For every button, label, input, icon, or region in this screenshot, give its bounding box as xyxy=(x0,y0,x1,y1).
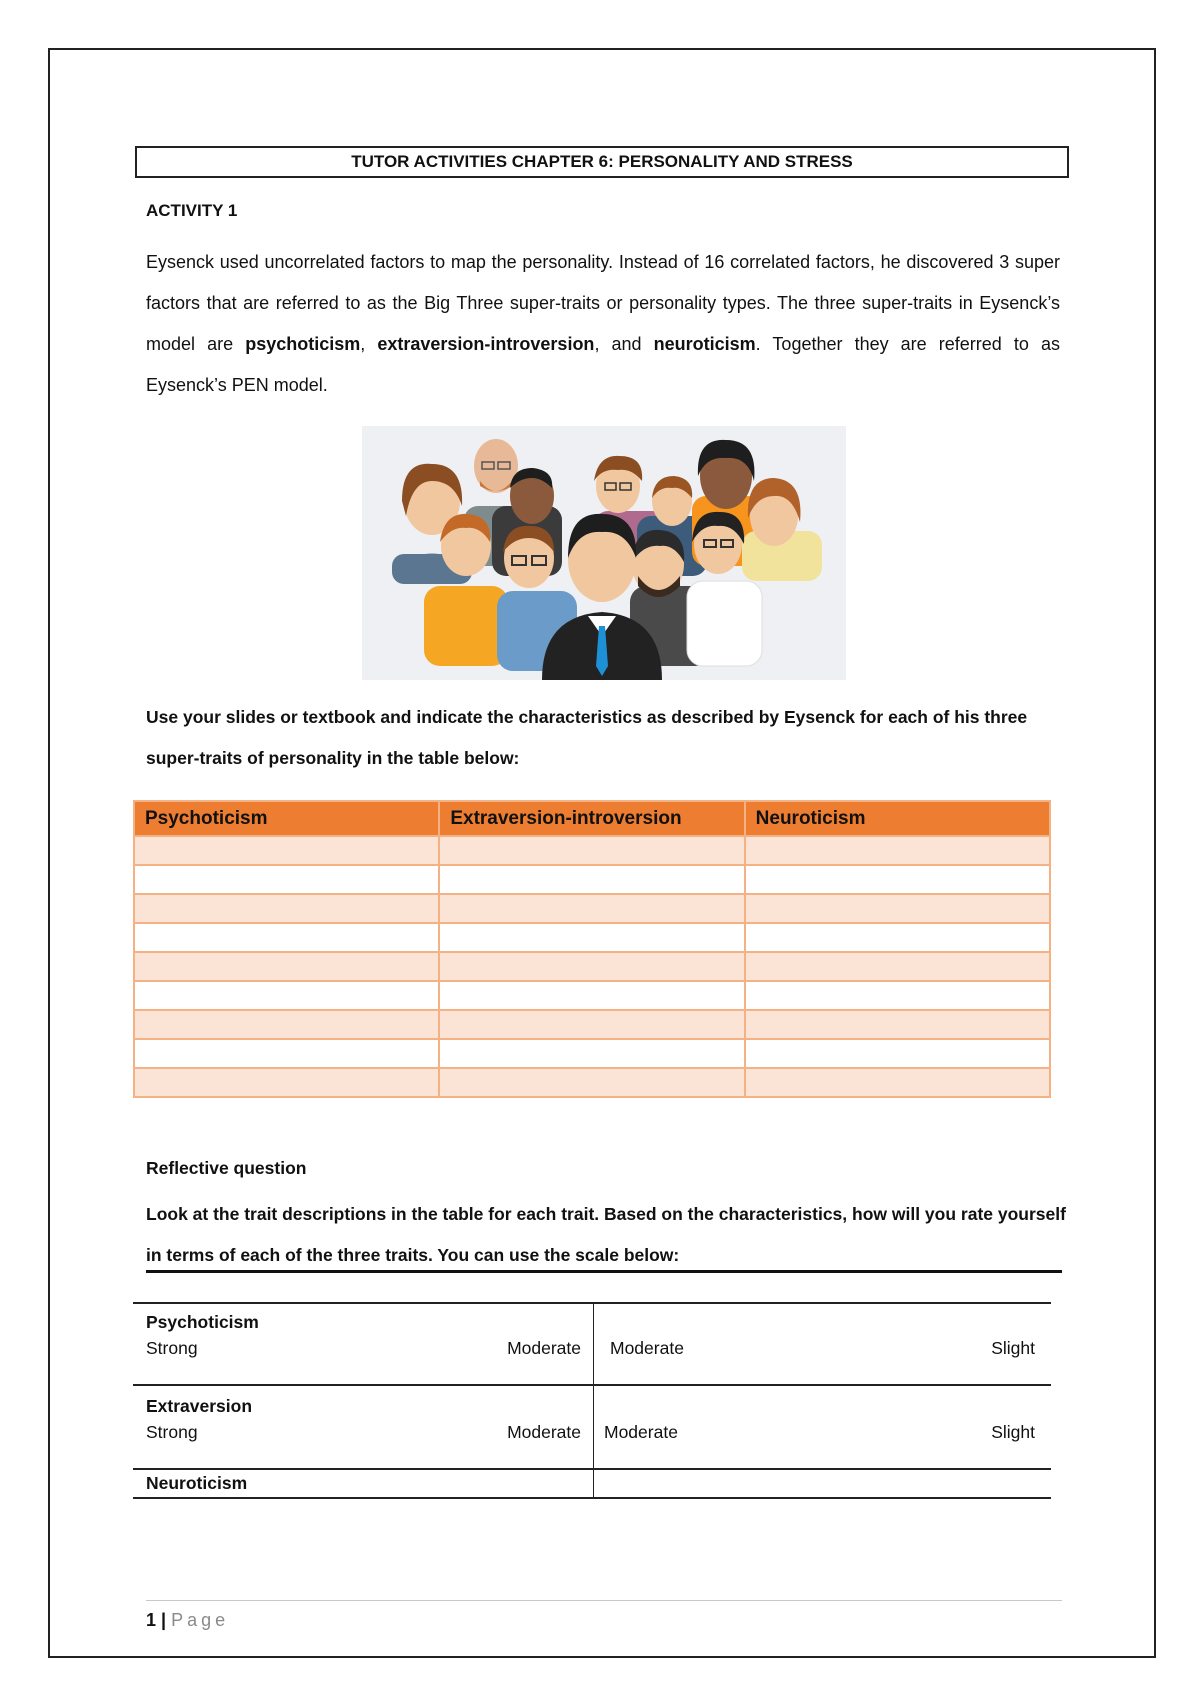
table-cell[interactable] xyxy=(745,952,1050,981)
scale-label-strong: Strong xyxy=(146,1422,198,1442)
rating-scale-table xyxy=(133,1302,1051,1499)
table-cell[interactable] xyxy=(439,952,744,981)
reflective-heading: Reflective question xyxy=(146,1158,307,1178)
table-cell[interactable] xyxy=(745,1010,1050,1039)
table-cell[interactable] xyxy=(439,836,744,865)
intro-bold-neuroticism: neuroticism xyxy=(653,334,756,354)
scale-trait-name: Extraversion xyxy=(146,1396,253,1416)
table-cell[interactable] xyxy=(134,981,439,1010)
activity-heading: ACTIVITY 1 xyxy=(146,201,238,220)
header-neuroticism: Neuroticism xyxy=(745,801,1050,836)
traits-table xyxy=(133,800,1051,1098)
scale-row-extraversion xyxy=(133,1384,1051,1468)
table-cell[interactable] xyxy=(439,981,744,1010)
table-cell[interactable] xyxy=(134,836,439,865)
table-cell[interactable] xyxy=(745,865,1050,894)
table-row xyxy=(134,894,1050,923)
scale-trait-name: Neuroticism xyxy=(146,1473,248,1493)
scale-trait-name: Psychoticism xyxy=(146,1312,259,1332)
traits-table-body xyxy=(134,836,1050,1097)
scale-label-slight: Slight xyxy=(991,1422,1035,1442)
scale-label-moderate: Moderate xyxy=(507,1338,581,1358)
intro-bold-psychoticism: psychoticism xyxy=(245,334,361,354)
page-title: TUTOR ACTIVITIES CHAPTER 6: PERSONALITY AND STRESS xyxy=(135,146,1069,178)
table-cell[interactable] xyxy=(439,1010,744,1039)
table-cell[interactable] xyxy=(745,836,1050,865)
scale-cell-right xyxy=(593,1386,1051,1468)
people-group-icon xyxy=(362,426,846,680)
table-cell[interactable] xyxy=(134,865,439,894)
table-cell[interactable] xyxy=(134,923,439,952)
intro-bold-extraversion: extraversion-introversion xyxy=(377,334,595,354)
table-cell[interactable] xyxy=(439,865,744,894)
table-cell[interactable] xyxy=(134,952,439,981)
intro-text-2: , xyxy=(360,334,378,354)
scale-row-neuroticism xyxy=(133,1468,1051,1499)
table-cell[interactable] xyxy=(745,923,1050,952)
table-cell[interactable] xyxy=(134,894,439,923)
scale-label-moderate: Moderate xyxy=(610,1338,684,1358)
header-extraversion-introversion: Extraversion-introversion xyxy=(439,801,744,836)
scale-cell-left xyxy=(133,1304,591,1384)
table-cell[interactable] xyxy=(439,923,744,952)
page-footer xyxy=(146,1610,229,1631)
people-group-illustration xyxy=(362,426,846,680)
scale-label-moderate: Moderate xyxy=(507,1422,581,1442)
table-row xyxy=(134,1010,1050,1039)
page-number: 1 xyxy=(146,1610,157,1630)
scale-label-strong: Strong xyxy=(146,1338,198,1358)
table-cell[interactable] xyxy=(439,1068,744,1097)
table-row xyxy=(134,923,1050,952)
table-cell[interactable] xyxy=(745,894,1050,923)
section-rule xyxy=(146,1270,1062,1273)
table-cell[interactable] xyxy=(745,981,1050,1010)
intro-text-1: Eysenck used uncorrelated factors to map the personality. Instead of 16 correlated factors, he discovered 3 super factors that are referred to as the Big Three super-traits or personality types. The three super-traits in Eysenck’s model are xyxy=(146,252,1060,354)
table-cell[interactable] xyxy=(134,1010,439,1039)
intro-text-3: , and xyxy=(594,334,654,354)
table-cell[interactable] xyxy=(134,1068,439,1097)
table-row xyxy=(134,1039,1050,1068)
scale-row-psychoticism xyxy=(133,1302,1051,1384)
table-cell[interactable] xyxy=(134,1039,439,1068)
table-row xyxy=(134,1068,1050,1097)
reflective-question: Look at the trait descriptions in the table for each trait. Based on the characteristics, how will you rate yourself in terms of each of the three traits. You can use the scale below: xyxy=(146,1204,1066,1265)
table-cell[interactable] xyxy=(745,1039,1050,1068)
table-cell[interactable] xyxy=(745,1068,1050,1097)
traits-header-row xyxy=(134,801,1050,836)
scale-cell-left xyxy=(133,1470,591,1497)
scale-label-slight: Slight xyxy=(991,1338,1035,1358)
table-row xyxy=(134,836,1050,865)
scale-cell-right xyxy=(593,1304,1051,1384)
page-label: Page xyxy=(171,1610,230,1630)
scale-label-moderate: Moderate xyxy=(604,1422,678,1442)
intro-paragraph xyxy=(146,242,1060,406)
header-psychoticism: Psychoticism xyxy=(134,801,439,836)
scale-cell-left xyxy=(133,1386,591,1468)
table-row xyxy=(134,952,1050,981)
table-row xyxy=(134,865,1050,894)
footer-rule xyxy=(146,1600,1062,1601)
table-row xyxy=(134,981,1050,1010)
instruction-text: Use your slides or textbook and indicate the characteristics as described by Eysenck for each of his three super-traits of personality in the table below: xyxy=(146,707,1028,768)
table-cell[interactable] xyxy=(439,894,744,923)
page-separator: | xyxy=(161,1610,167,1630)
person-back-6 xyxy=(742,478,822,581)
scale-cell-right xyxy=(593,1470,1051,1497)
table-cell[interactable] xyxy=(439,1039,744,1068)
intro-text-4: . Together they are referred to as Eysenck’s PEN model. xyxy=(146,334,1060,395)
